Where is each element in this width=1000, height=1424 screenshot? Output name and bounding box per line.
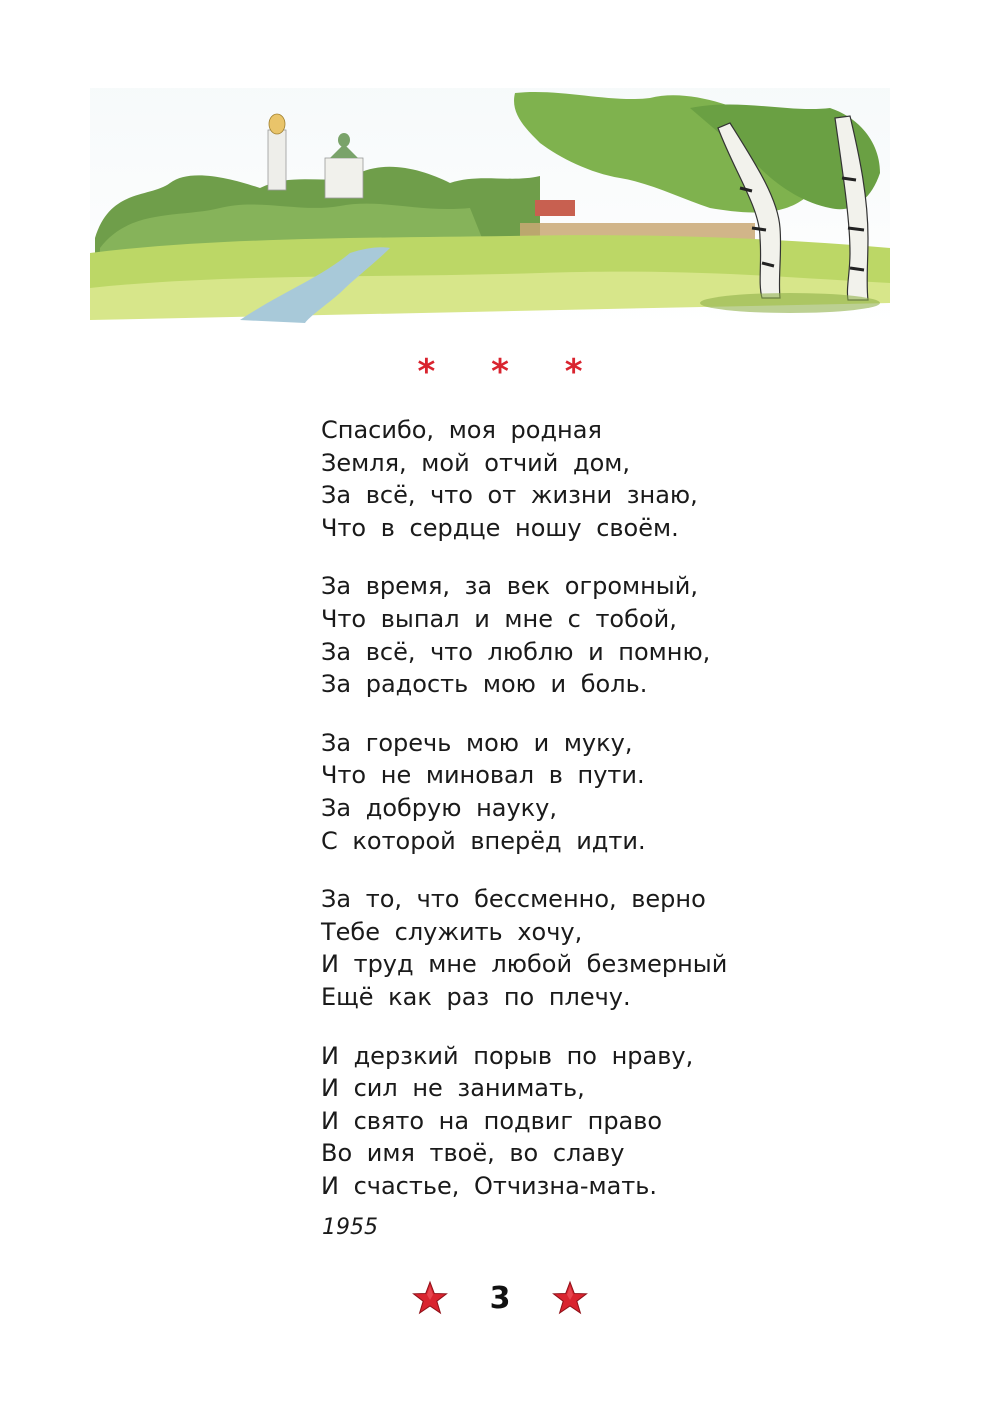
poem-line: Что не миновал в пути. <box>321 761 645 790</box>
stanza <box>321 883 921 1013</box>
poem-line: И свято на подвиг право <box>321 1106 663 1135</box>
poem-line: И дерзкий порыв по нраву, <box>321 1041 694 1070</box>
page-number: 3 <box>489 1280 511 1316</box>
landscape-illustration <box>90 88 890 328</box>
poem-line: Земля, мой отчий дом, <box>321 448 630 477</box>
poem-line: И труд мне любой безмерный <box>321 950 728 979</box>
poem-line: Спасибо, моя родная <box>321 416 602 444</box>
poem-line: И счастье, Отчизна-мать. <box>321 1171 658 1200</box>
poem-line: И сил не занимать, <box>321 1074 585 1103</box>
poem-line: За всё, что люблю и помню, <box>321 637 711 666</box>
poem-line: За время, за век огромный, <box>321 572 698 601</box>
poem-line: Ещё как раз по плечу. <box>321 982 631 1011</box>
red-star-icon <box>412 1280 448 1316</box>
poem-line: За всё, что от жизни знаю, <box>321 481 698 510</box>
poem-line: За добрую науку, <box>321 793 557 822</box>
section-separator: * * * <box>417 352 605 392</box>
stanza <box>321 414 921 544</box>
red-star-icon <box>552 1280 588 1316</box>
poem-line: Что в сердце ношу своём. <box>321 513 679 542</box>
page-footer <box>0 1276 1000 1320</box>
poem-year: 1955 <box>322 1215 378 1240</box>
poem-line: За то, что бессменно, верно <box>321 885 706 914</box>
poem-line: Тебе служить хочу, <box>321 917 583 946</box>
stanza <box>321 1040 921 1203</box>
poem <box>321 414 921 1228</box>
poem-line: Во имя твоё, во славу <box>321 1139 625 1168</box>
poem-line: Что выпал и мне с тобой, <box>321 604 677 633</box>
landscape-image <box>90 88 890 328</box>
stanza <box>321 727 921 857</box>
poem-line: За горечь мою и муку, <box>321 728 633 757</box>
poem-line: За радость мою и боль. <box>321 670 648 699</box>
poem-line: С которой вперёд идти. <box>321 826 646 855</box>
stanza <box>321 570 921 700</box>
